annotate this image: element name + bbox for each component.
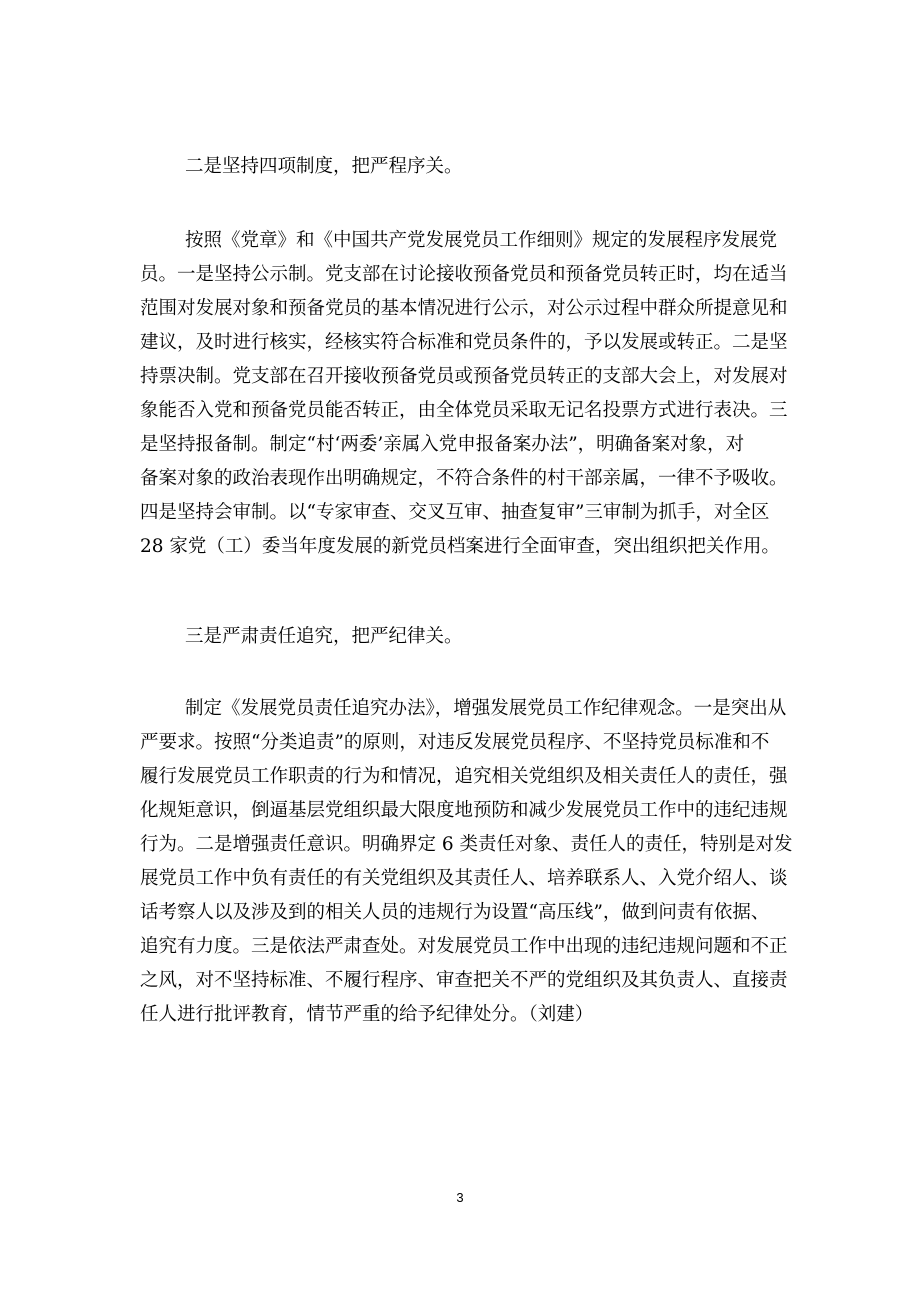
paragraph-line: 之风，对不坚持标准、不履行程序、审查把关不严的党组织及其负责人、直接责 — [140, 970, 788, 991]
paragraph-line: 持票决制。党支部在召开接收预备党员或预备党员转正的支部大会上，对发展对 — [140, 366, 788, 387]
page-number: 3 — [456, 1190, 464, 1205]
paragraph-line: 是坚持报备制。制定“村‘两委’亲属入党申报备案办法”，明确备案对象，对 — [140, 434, 745, 455]
paragraph-line: 任人进行批评教育，情节严重的给予纪律处分。（刘建） — [140, 1004, 594, 1025]
paragraph-line: 建议，及时进行核实，经核实符合标准和党员条件的，予以发展或转正。二是坚 — [140, 332, 788, 353]
section-heading-discipline: 三是严肃责任追究，把严纪律关。 — [185, 626, 463, 647]
paragraph-line: 履行发展党员工作职责的行为和情况，追究相关党组织及相关责任人的责任，强 — [140, 766, 788, 787]
paragraph-line: 严要求。按照“分类追责”的原则，对违反发展党员程序、不坚持党员标准和不 — [140, 732, 770, 753]
paragraph-line: 化规矩意识，倒逼基层党组织最大限度地预防和减少发展党员工作中的违纪违规 — [140, 800, 788, 821]
paragraph-line: 展党员工作中负有责任的有关党组织及其责任人、培养联系人、入党介绍人、谈 — [140, 868, 788, 889]
paragraph-discipline — [140, 692, 792, 1032]
paragraph-line: 28 家党（工）委当年度发展的新党员档案进行全面审查，突出组织把关作用。 — [140, 536, 780, 557]
section-heading-procedure: 二是坚持四项制度，把严程序关。 — [185, 156, 463, 177]
paragraph-line: 按照《党章》和《中国共产党发展党员工作细则》规定的发展程序发展党 — [185, 230, 778, 251]
paragraph-line: 追究有力度。三是依法严肃查处。对发展党员工作中出现的违纪违规问题和不正 — [140, 936, 788, 957]
paragraph-line: 备案对象的政治表现作出明确规定，不符合条件的村干部亲属，一律不予吸收。 — [140, 468, 788, 489]
paragraph-line: 行为。二是增强责任意识。明确界定 6 类责任对象、责任人的责任，特别是对发 — [140, 834, 793, 855]
paragraph-procedure — [140, 224, 792, 564]
paragraph-line: 制定《发展党员责任追究办法》，增强发展党员工作纪律观念。一是突出从 — [185, 698, 787, 719]
paragraph-line: 员。一是坚持公示制。党支部在讨论接收预备党员和预备党员转正时，均在适当 — [140, 264, 788, 285]
paragraph-line: 象能否入党和预备党员能否转正，由全体党员采取无记名投票方式进行表决。三 — [140, 400, 788, 421]
paragraph-line: 话考察人以及涉及到的相关人员的违规行为设置“高压线”，做到问责有依据、 — [140, 902, 770, 923]
paragraph-line: 四是坚持会审制。以“专家审查、交叉互审、抽查复审”三审制为抓手，对全区 — [140, 502, 770, 523]
paragraph-line: 范围对发展对象和预备党员的基本情况进行公示，对公示过程中群众所提意见和 — [140, 298, 788, 319]
